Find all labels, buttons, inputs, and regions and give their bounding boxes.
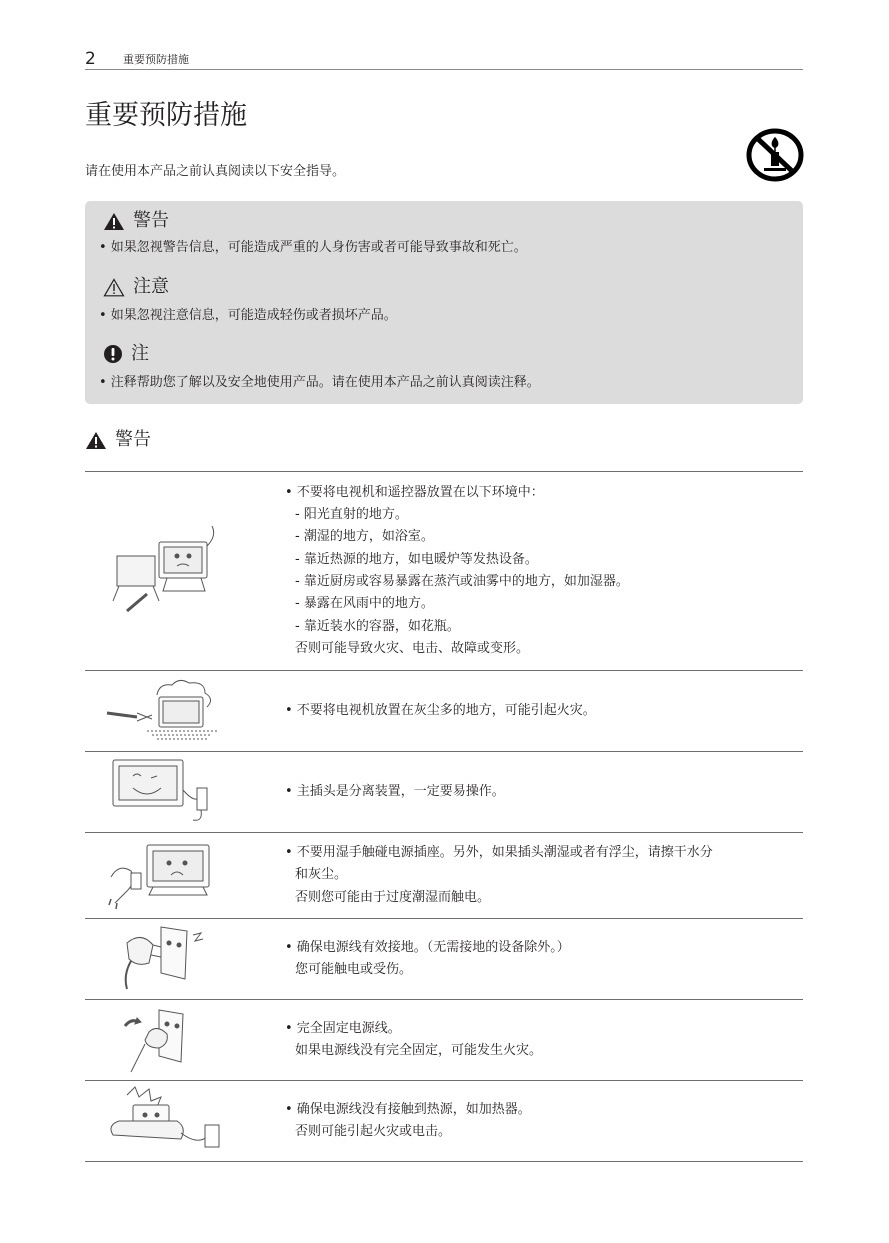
row-line: - 靠近热源的地方，如电暖炉等发热设备。 [295,551,538,567]
caution-legend-text: • 如果忽视注意信息，可能造成轻伤或者损坏产品。 [99,308,397,323]
table-row [85,833,803,919]
warning-legend-label: 警告 [133,210,169,231]
no-open-flame-icon [746,128,804,182]
note-legend-heading [103,342,149,366]
row-text [285,752,791,832]
row-line: 如果电源线没有完全固定，可能发生火灾。 [295,1043,543,1058]
page-title: 重要预防措施 [85,100,247,131]
row-text [285,833,791,918]
row-line: 否则可能导致火灾、电击、故障或变形。 [295,640,530,656]
section-heading-label: 警告 [115,429,151,450]
note-legend-label: 注 [131,343,149,364]
row-line: - 潮湿的地方，如浴室。 [295,529,434,545]
warning-table [85,471,803,1162]
row-text [285,919,791,999]
row-line: • 完全固定电源线。 [285,1020,401,1036]
table-row [85,671,803,752]
running-title: 重要预防措施 [123,53,189,66]
note-exclamation-icon [103,344,123,364]
row-line: 否则您可能由于过度潮湿而触电。 [295,889,491,905]
page-header [85,50,803,70]
row-line: • 不要用湿手触碰电源插座。另外，如果插头潮湿或者有浮尘，请擦干水分 [285,845,713,861]
row-line: - 阳光直射的地方。 [295,507,408,523]
row-text [285,1081,791,1161]
row-line: • 主插头是分离装置，一定要易操作。 [285,783,505,799]
wet-hand-outlet-illustration [97,837,232,914]
row-text [285,472,791,670]
tv-in-hazardous-environment-illustration [97,476,232,666]
row-line: 和灰尘。 [295,867,348,883]
tv-in-dust-illustration [97,675,232,747]
cord-near-heater-illustration [97,1085,232,1157]
warning-triangle-icon [103,212,125,231]
warning-triangle-icon [85,431,107,450]
row-text [285,1000,791,1080]
intro-text: 请在使用本产品之前认真阅读以下安全指导。 [85,164,346,179]
row-line: • 确保电源线没有接触到热源，如加热器。 [285,1101,531,1117]
secure-power-cord-illustration [97,1004,232,1076]
notice-legend-box [85,201,803,404]
caution-triangle-icon [103,278,125,297]
table-row [85,1000,803,1081]
row-line: • 不要将电视机放置在灰尘多的地方，可能引起火灾。 [285,702,596,718]
grounded-plug-illustration [97,923,232,995]
table-row [85,919,803,1000]
caution-legend-heading [103,275,169,299]
warning-legend-heading [103,209,169,233]
row-line: - 暴露在风雨中的地方。 [295,596,434,612]
note-legend-text: • 注释帮助您了解以及安全地使用产品。请在使用本产品之前认真阅读注释。 [99,375,540,390]
row-text [285,671,791,751]
page-number: 2 [85,49,96,69]
row-line: - 靠近厨房或容易暴露在蒸汽或油雾中的地方，如加湿器。 [295,574,629,589]
row-line: • 不要将电视机和遥控器放置在以下环境中： [285,484,544,500]
table-row [85,752,803,833]
table-row [85,472,803,671]
row-line: • 确保电源线有效接地。（无需接地的设备除外。） [285,939,570,955]
caution-legend-label: 注意 [133,276,169,297]
row-line: 否则可能引起火灾或电击。 [295,1124,452,1139]
row-line: - 靠近装水的容器，如花瓶。 [295,618,460,634]
row-line: 您可能触电或受伤。 [295,962,413,977]
tv-main-plug-illustration [97,756,232,828]
warning-legend-text: • 如果忽视警告信息，可能造成严重的人身伤害或者可能导致事故和死亡。 [99,240,527,255]
table-row [85,1081,803,1162]
section-heading [85,428,151,452]
